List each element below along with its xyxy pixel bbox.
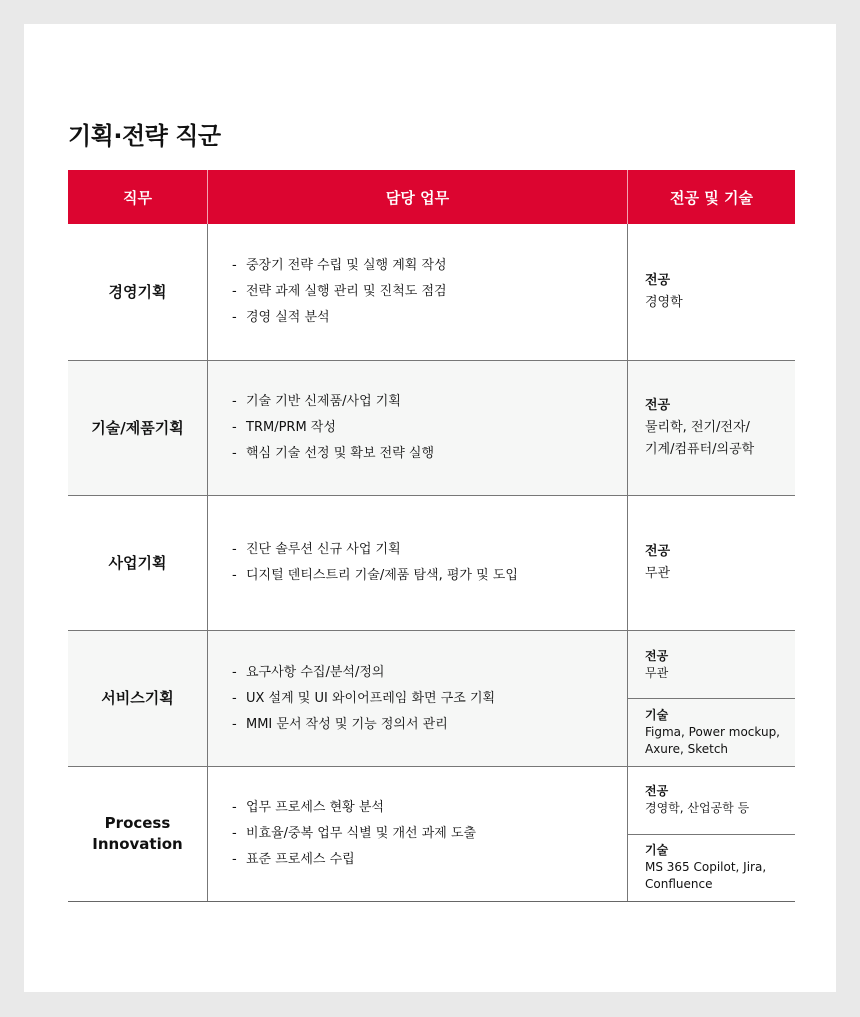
header-role: 직무 <box>68 170 208 224</box>
duties-list <box>232 389 434 467</box>
duty-item: - MMI 문서 작성 및 기능 정의서 관리 <box>232 712 495 738</box>
duties-cell <box>208 766 628 901</box>
duties-list <box>232 537 518 589</box>
content-card <box>24 24 836 992</box>
major-value: 무관 <box>645 566 671 581</box>
duties-cell <box>208 495 628 630</box>
tech-value-line: Axure, Sketch <box>645 742 729 756</box>
tech-value-line: MS 365 Copilot, Jira, <box>645 860 767 875</box>
duty-item: - 비효율/중복 업무 식별 및 개선 과제 도출 <box>232 821 476 847</box>
duties-list <box>232 253 447 331</box>
duties-list <box>232 795 476 873</box>
major-value-line: 기계/컴퓨터/의공학 <box>645 442 755 457</box>
header-duties: 담당 업무 <box>208 170 628 224</box>
major-block <box>628 224 795 360</box>
major-block <box>628 361 795 495</box>
duty-item: - 표준 프로세스 수립 <box>232 847 476 873</box>
duties-list <box>232 660 495 738</box>
role-cell: 경영기획 <box>68 224 208 360</box>
duty-item: - TRM/PRM 작성 <box>232 415 434 441</box>
duty-item: - 핵심 기술 선정 및 확보 전략 실행 <box>232 441 434 467</box>
major-label: 전공 <box>645 273 671 288</box>
major-block <box>628 767 795 834</box>
major-block <box>628 631 795 698</box>
role-cell <box>68 766 208 901</box>
duty-item: - UX 설계 및 UI 와이어프레임 화면 구조 기획 <box>232 686 495 712</box>
duty-item: - 전략 과제 실행 관리 및 진척도 점검 <box>232 279 447 305</box>
skills-cell <box>628 766 795 901</box>
header-skills: 전공 및 기술 <box>628 170 795 224</box>
skills-cell <box>628 495 795 630</box>
skills-cell <box>628 360 795 495</box>
major-label: 전공 <box>645 544 671 559</box>
tech-block <box>628 698 795 766</box>
role-line: Innovation <box>92 835 183 853</box>
duties-cell <box>208 224 628 360</box>
tech-value-line: Confluence <box>645 877 713 892</box>
job-table <box>68 170 795 902</box>
role-cell: 서비스기획 <box>68 630 208 766</box>
role-cell: 사업기획 <box>68 495 208 630</box>
skills-cell <box>628 630 795 766</box>
role-text <box>92 813 182 855</box>
major-value-line: 물리학, 전기/전자/ <box>645 420 750 435</box>
tech-value-line: Figma, Power mockup, <box>645 725 780 739</box>
major-label: 전공 <box>645 398 671 413</box>
major-label: 전공 <box>645 648 669 663</box>
major-value: 경영학, 산업공학 등 <box>645 801 750 816</box>
tech-block <box>628 834 795 902</box>
duty-item: - 요구사항 수집/분석/정의 <box>232 660 495 686</box>
major-value: 무관 <box>645 665 669 680</box>
major-value: 경영학 <box>645 295 683 310</box>
role-line: Process <box>104 814 171 832</box>
skills-cell <box>628 224 795 360</box>
duty-item: - 기술 기반 신제품/사업 기획 <box>232 389 434 415</box>
major-block <box>628 496 795 630</box>
duty-item: - 업무 프로세스 현황 분석 <box>232 795 476 821</box>
duties-cell <box>208 360 628 495</box>
tech-label: 기술 <box>645 708 669 722</box>
duty-item: - 중장기 전략 수립 및 실행 계획 작성 <box>232 253 447 279</box>
page-title: 기획·전략 직군 <box>68 122 221 150</box>
tech-label: 기술 <box>645 843 669 858</box>
role-cell: 기술/제품기획 <box>68 360 208 495</box>
duty-item: - 진단 솔루션 신규 사업 기획 <box>232 537 518 563</box>
major-label: 전공 <box>645 784 669 799</box>
duty-item: - 디지털 덴티스트리 기술/제품 탐색, 평가 및 도입 <box>232 563 518 589</box>
duty-item: - 경영 실적 분석 <box>232 305 447 331</box>
duties-cell <box>208 630 628 766</box>
